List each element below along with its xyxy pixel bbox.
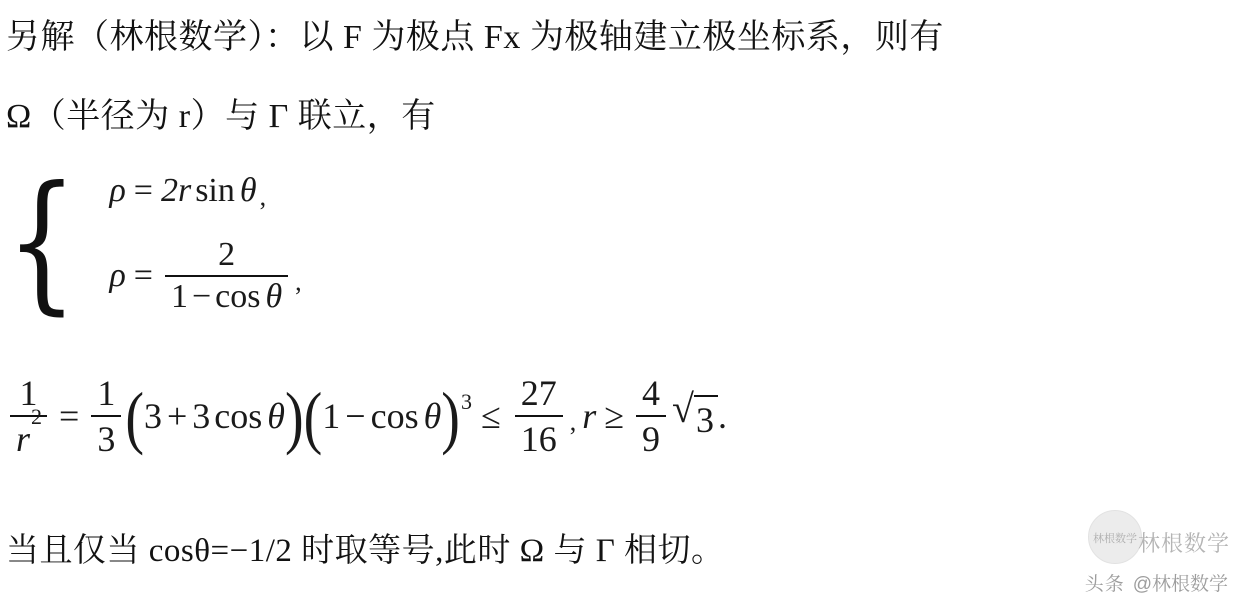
- watermark-name: 林根数学: [1137, 531, 1230, 556]
- group2-function: cos: [370, 396, 419, 436]
- bound-fraction: [515, 372, 563, 460]
- lhs-numerator: 1: [19, 373, 38, 413]
- equation-system-rows: [103, 158, 301, 326]
- group1-close-paren: ): [284, 378, 304, 457]
- eq2-den-one: 1: [170, 278, 188, 315]
- equation-separator-comma: ,: [569, 407, 577, 436]
- radicand: 3: [694, 395, 718, 441]
- group1-function: cos: [214, 396, 263, 436]
- equation-period: .: [717, 396, 727, 436]
- radical-sign: √: [672, 385, 694, 431]
- bound-numerator: 27: [520, 373, 557, 413]
- square-root: [672, 385, 718, 441]
- group1-term-b: 3: [192, 396, 211, 436]
- group2-close-paren: ): [441, 378, 460, 457]
- eq1-coeff: 2: [160, 172, 178, 209]
- group2-exponent: 3: [460, 389, 472, 414]
- lhs-fraction: [10, 372, 47, 460]
- group1-open-paren: (: [125, 378, 144, 457]
- eq2-comma: ,: [295, 267, 302, 296]
- eq1-argument: θ: [239, 172, 257, 209]
- eq2-den-argument: θ: [265, 278, 283, 315]
- coefficient-fraction: [91, 372, 121, 460]
- watermark-platform: 头条: [1084, 574, 1125, 595]
- radius-inequality-symbol: ≥: [604, 396, 624, 436]
- main-equation: [6, 372, 727, 460]
- group2-minus: −: [345, 396, 366, 436]
- bound-denominator: 16: [515, 415, 563, 460]
- lhs-den-var: r: [16, 419, 31, 459]
- radius-variable: r: [582, 396, 597, 436]
- watermark-logo-text: 林根数学: [1093, 533, 1137, 546]
- radius-bound-fraction: [636, 372, 666, 460]
- group1-argument: θ: [267, 396, 285, 436]
- paragraph-line-2: Ω（半径为 r）与 Γ 联立，有: [6, 98, 436, 135]
- eq2-equals: =: [133, 257, 153, 294]
- eq2-lhs: ρ: [109, 257, 126, 294]
- inequality-symbol: ≤: [480, 396, 501, 436]
- eq1-comma: ,: [259, 182, 267, 211]
- eq2-den-minus: −: [191, 278, 212, 315]
- eq2-numerator: 2: [218, 236, 236, 273]
- eq1-equals: =: [133, 172, 153, 209]
- paragraph-line-1: 另解（林根数学）：以 F 为极点 Fx 为极轴建立极坐标系，则有: [6, 19, 944, 56]
- watermark: [1085, 569, 1228, 596]
- coefficient-denominator: 3: [91, 415, 121, 460]
- left-brace: {: [6, 155, 78, 329]
- main-equals: =: [59, 396, 80, 436]
- eq1-lhs: ρ: [109, 172, 126, 209]
- group2-argument: θ: [423, 396, 442, 436]
- watermark-handle: @林根数学: [1132, 574, 1228, 595]
- lhs-den-exponent: 2: [31, 404, 43, 429]
- eq1-function: sin: [195, 172, 235, 209]
- watermark-logo: [1088, 510, 1142, 564]
- lhs-denominator: [10, 404, 47, 460]
- eq2-den-function: cos: [215, 278, 261, 315]
- group1-term-a: 3: [143, 396, 162, 436]
- eq1-var: r: [177, 172, 192, 209]
- group2-open-paren: (: [303, 378, 323, 457]
- radius-bound-numerator: 4: [642, 373, 660, 413]
- paragraph-line-3: 当且仅当 cosθ=−1/2 时取等号,此时 Ω 与 Γ 相切。: [6, 533, 725, 569]
- equation-system: [6, 155, 302, 329]
- group2-term-a: 1: [322, 396, 341, 436]
- radius-bound-denominator: 9: [636, 415, 666, 460]
- group1-plus: +: [166, 396, 188, 436]
- eq2-denominator: [165, 275, 288, 316]
- equation-row-2: [109, 236, 301, 316]
- coefficient-numerator: 1: [97, 373, 116, 413]
- eq2-fraction: [165, 236, 288, 316]
- equation-row-1: [109, 172, 301, 210]
